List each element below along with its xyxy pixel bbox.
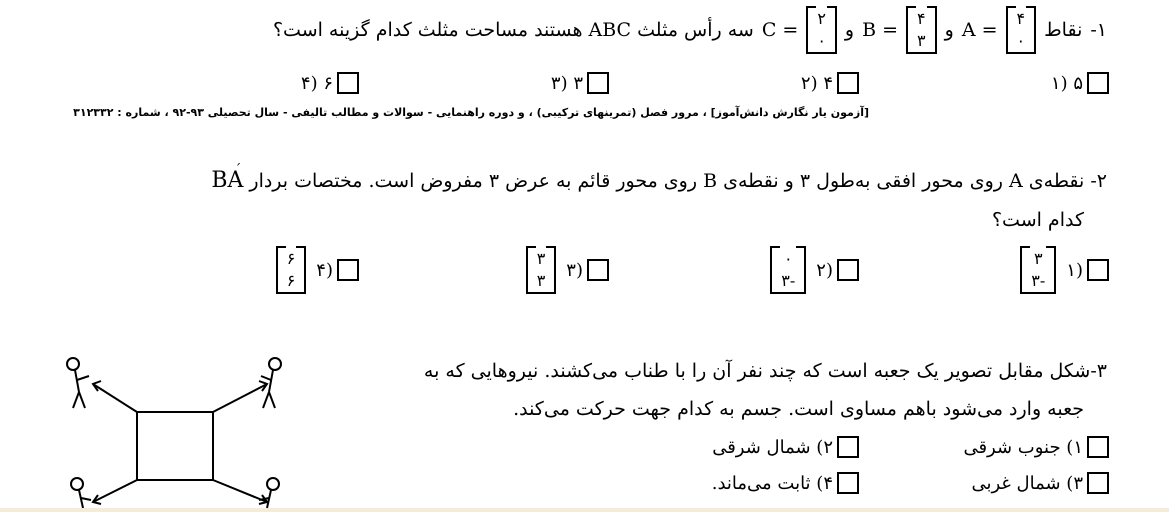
q1-number: ۱- bbox=[1090, 19, 1107, 41]
q1-option-4-label: ۶ (۴ bbox=[300, 72, 333, 94]
q2-option-3[interactable] bbox=[526, 246, 609, 294]
question-3-line-2: جعبه وارد می‌شود باهم مساوی است. جسم به کدام جهت حرکت می‌کند. bbox=[513, 398, 1084, 420]
q1-c-label: C = bbox=[761, 19, 799, 41]
q3-option-3-checkbox[interactable] bbox=[1087, 472, 1109, 494]
q1-b-y: ۳ bbox=[917, 31, 926, 50]
q1-option-2[interactable] bbox=[801, 72, 859, 94]
q1-option-4-checkbox[interactable] bbox=[337, 72, 359, 94]
rope-bottom-right bbox=[213, 480, 267, 502]
q2-option-3-label: (۳ bbox=[566, 259, 583, 281]
q3-option-4-label: ۴) ثابت می‌ماند. bbox=[711, 472, 833, 494]
q3-option-2[interactable] bbox=[712, 436, 859, 458]
q3-option-1-checkbox[interactable] bbox=[1087, 436, 1109, 458]
q1-option-3-label: ۳ (۳ bbox=[550, 72, 583, 94]
q3-option-4-checkbox[interactable] bbox=[837, 472, 859, 494]
q1-a-y: ۰ bbox=[1016, 31, 1026, 50]
q1-a-label: A = bbox=[961, 19, 998, 41]
q2-option-4-vec-y: ۶ bbox=[286, 271, 296, 290]
q1-b-label: B = bbox=[862, 19, 899, 41]
q1-option-4[interactable] bbox=[301, 72, 359, 94]
q2-option-3-vector bbox=[526, 246, 557, 294]
q2-option-2-label: (۲ bbox=[816, 259, 833, 281]
q2-vector-label: BA bbox=[211, 168, 244, 193]
person-top-left-icon bbox=[67, 358, 89, 408]
q1-option-3-checkbox[interactable] bbox=[587, 72, 609, 94]
q1-option-3[interactable] bbox=[551, 72, 609, 94]
q2-option-3-checkbox[interactable] bbox=[587, 259, 609, 281]
q1-b-x: ۴ bbox=[917, 9, 926, 28]
q2-option-1-vec-y: -۳ bbox=[1031, 271, 1046, 290]
q1-intro: نقاط bbox=[1044, 19, 1083, 41]
q2-option-2-vector bbox=[770, 246, 806, 294]
q2-option-3-vec-y: ۳ bbox=[536, 271, 546, 290]
q2-option-1-vec-x: ۳ bbox=[1034, 249, 1043, 268]
rope-bottom-left bbox=[93, 480, 137, 502]
source-reference: [آزمون یار نگارش دانش‌آموز] ، مرور فصل (تمرینهای ترکیبی) ، و دوره راهنمایی - سوالات و مطالب تالیفی - سال تحصیلی ۹۳-۹۲ ، شماره : ۳۱۲۳۳۲ bbox=[73, 106, 869, 119]
q2-option-1-vector bbox=[1020, 246, 1056, 294]
q3-option-1[interactable] bbox=[963, 436, 1109, 458]
q3-box-figure bbox=[55, 350, 295, 510]
q2-option-2-vec-y: -۳ bbox=[781, 271, 796, 290]
box-shape bbox=[137, 412, 213, 480]
q2-option-4-label: (۴ bbox=[316, 259, 333, 281]
q1-and-1: و bbox=[944, 19, 954, 41]
q1-and-2: و bbox=[844, 19, 855, 41]
q1-c-y: ۰ bbox=[817, 31, 826, 50]
q2-option-3-vec-x: ۳ bbox=[536, 249, 546, 268]
q3-option-4[interactable] bbox=[712, 472, 859, 494]
q1-a-x: ۴ bbox=[1016, 9, 1026, 28]
question-2-line-1 bbox=[211, 168, 1107, 193]
q2-option-4[interactable] bbox=[276, 246, 359, 294]
q1-option-1[interactable] bbox=[1051, 72, 1109, 94]
question-3-line-1: ۳-شکل مقابل تصویر یک جعبه است که چند نفر آن را با طناب می‌کشند. نیروهایی که به bbox=[423, 360, 1107, 382]
q1-option-1-label: ۵ (۱ bbox=[1050, 72, 1083, 94]
q1-option-2-checkbox[interactable] bbox=[837, 72, 859, 94]
question-1-line bbox=[273, 6, 1107, 54]
q3-option-3-label: ۳) شمال غربی bbox=[971, 472, 1083, 494]
q2-option-1[interactable] bbox=[1020, 246, 1109, 294]
q2-option-2[interactable] bbox=[770, 246, 859, 294]
q1-a-vector bbox=[1006, 6, 1037, 54]
q1-c-x: ۲ bbox=[817, 9, 826, 28]
q1-option-1-checkbox[interactable] bbox=[1087, 72, 1109, 94]
q3-option-3[interactable] bbox=[971, 472, 1109, 494]
q2-option-2-checkbox[interactable] bbox=[837, 259, 859, 281]
q2-text: ۲- نقطه‌ی A روی محور افقی به‌طول ۳ و نقطه‌ی B روی محور قائم به عرض ۳ مفروض است. مختصات بردار bbox=[249, 169, 1107, 192]
q2-option-4-checkbox[interactable] bbox=[337, 259, 359, 281]
q3-option-2-label: ۲) شمال شرقی bbox=[712, 436, 833, 458]
q1-c-vector bbox=[806, 6, 837, 54]
q2-option-2-vec-x: ۰ bbox=[784, 249, 793, 268]
q2-option-1-label: (۱ bbox=[1066, 259, 1083, 281]
q2-option-4-vec-x: ۶ bbox=[286, 249, 296, 268]
question-2-line-2: کدام است؟ bbox=[991, 209, 1084, 231]
q2-option-1-checkbox[interactable] bbox=[1087, 259, 1109, 281]
person-bottom-left-icon bbox=[71, 478, 91, 508]
q2-option-4-vector bbox=[276, 246, 307, 294]
q1-b-vector bbox=[906, 6, 937, 54]
rope-top-left bbox=[93, 384, 137, 412]
q1-option-2-label: ۴ (۲ bbox=[800, 72, 833, 94]
page-bottom-edge bbox=[0, 508, 1169, 512]
q1-question-text: سه رأس مثلث ABC هستند مساحت مثلث کدام گزینه است؟ bbox=[272, 19, 754, 41]
q3-option-2-checkbox[interactable] bbox=[837, 436, 859, 458]
q3-option-1-label: ۱) جنوب شرقی bbox=[963, 436, 1083, 458]
rope-top-right bbox=[213, 384, 267, 412]
